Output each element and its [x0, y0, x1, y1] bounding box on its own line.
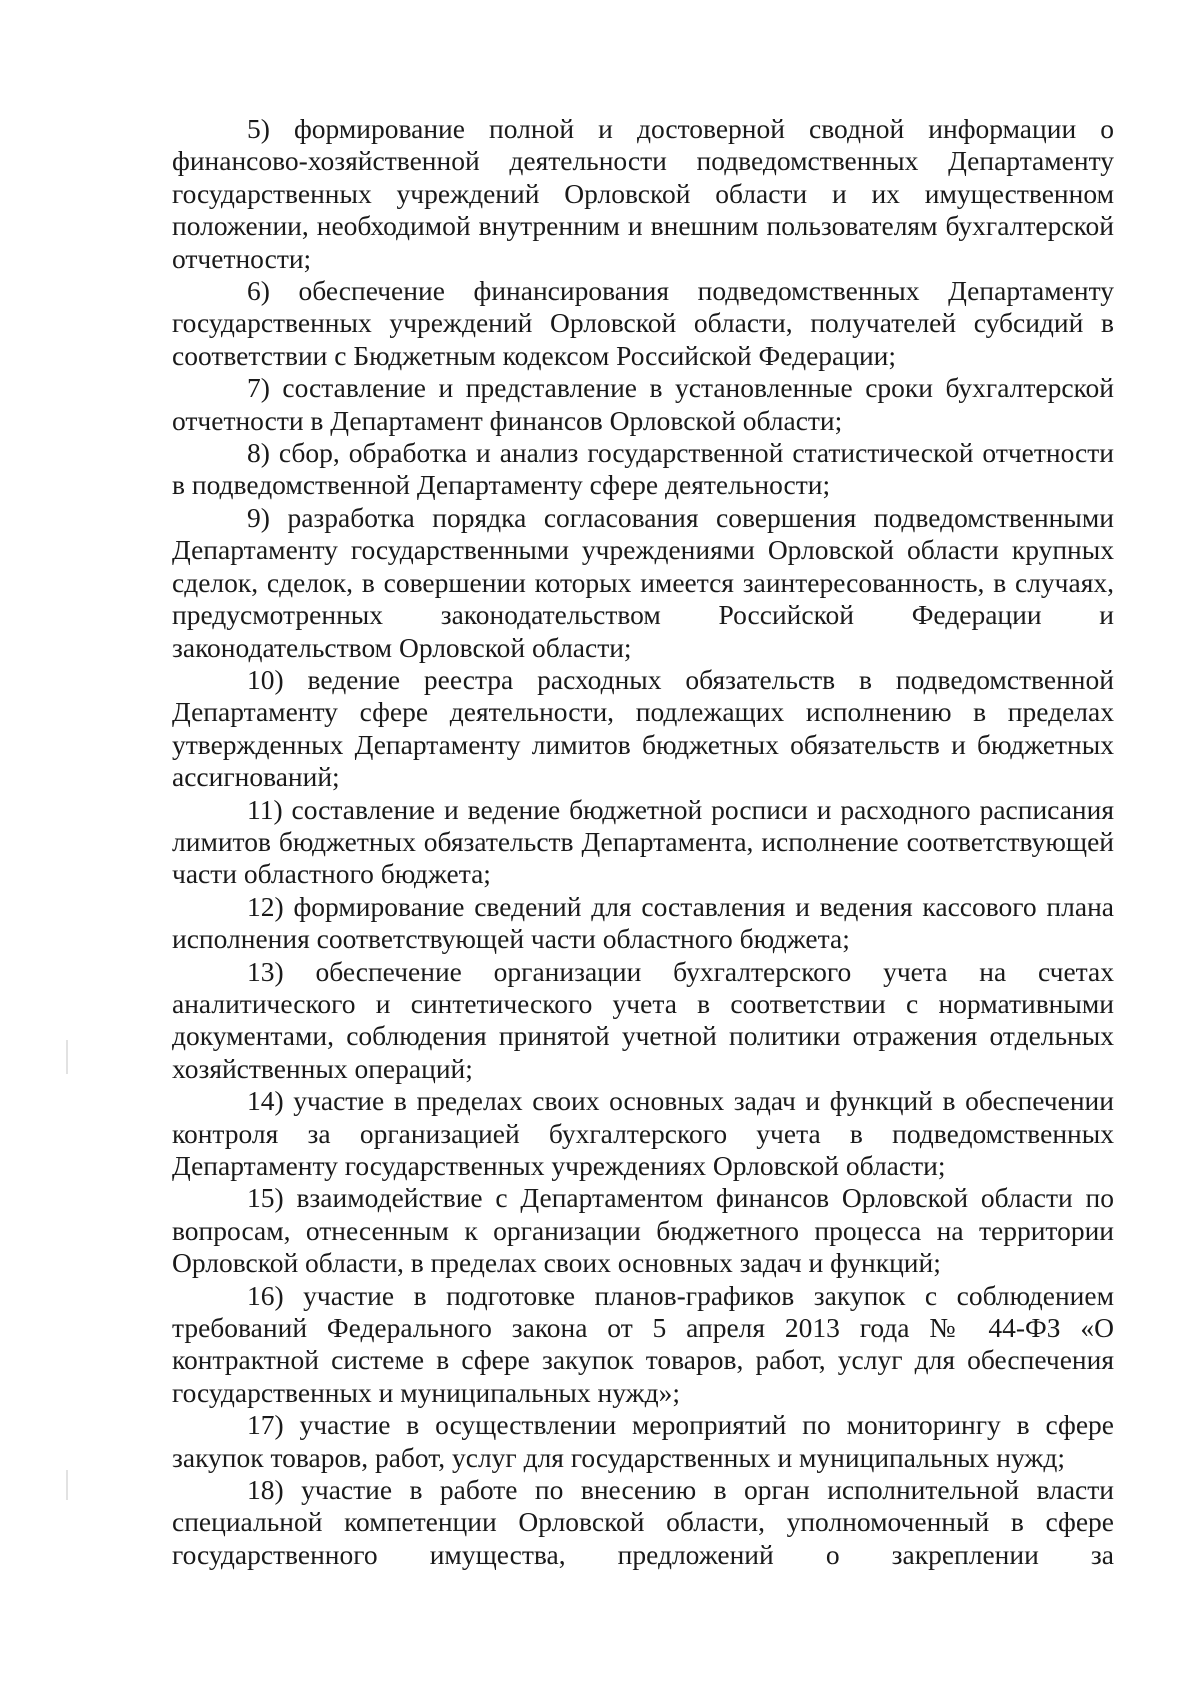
paragraph-item-10: 10) ведение реестра расходных обязательств в подведомственной Департаменту сфере деятельности, подлежащих исполнению в пределах утвержденных Департаменту лимитов бюджетных обязательств и бюджетных ассигнований;	[172, 663, 1114, 793]
paragraph-item-9: 9) разработка порядка согласования совершения подведомственными Департаменту государственными учреждениями Орловской области крупных сделок, сделок, в совершении которых имеется заинтересованность, в случаях, предусмотренных законодательством Российской Федерации и законодательством Орловской области;	[172, 501, 1114, 663]
scan-artifact	[66, 1040, 68, 1074]
paragraph-item-6: 6) обеспечение финансирования подведомственных Департаменту государственных учреждений Орловской области, получателей субсидий в соответствии с Бюджетным кодексом Российской Федерации;	[172, 275, 1114, 371]
paragraph-item-12: 12) формирование сведений для составления и ведения кассового плана исполнения соответствующей части областного бюджета;	[172, 890, 1114, 955]
paragraph-item-16: 16) участие в подготовке планов-графиков закупок с соблюдением требований Федерального закона от 5 апреля 2013 года № 44-ФЗ «О контрактной системе в сфере закупок товаров, работ, услуг для обеспечения государственных и муниципальных нужд»;	[172, 1279, 1114, 1408]
document-body	[172, 113, 1114, 1571]
paragraph-item-13: 13) обеспечение организации бухгалтерского учета на счетах аналитического и синтетического учета в соответствии с нормативными документами, соблюдения принятой учетной политики отражения отдельных хозяйственных операций;	[172, 955, 1114, 1084]
paragraph-item-8: 8) сбор, обработка и анализ государственной статистической отчетности в подведомственной Департаменту сфере деятельности;	[172, 437, 1114, 501]
paragraph-item-17: 17) участие в осуществлении мероприятий по мониторингу в сфере закупок товаров, работ, услуг для государственных и муниципальных нужд;	[172, 1409, 1114, 1473]
paragraph-item-11: 11) составление и ведение бюджетной росписи и расходного расписания лимитов бюджетных обязательств Департамента, исполнение соответствующей части областного бюджета;	[172, 793, 1114, 890]
scan-artifact	[66, 1470, 68, 1500]
paragraph-item-14: 14) участие в пределах своих основных задач и функций в обеспечении контроля за организацией бухгалтерского учета в подведомственных Департаменту государственных учреждениях Орловской области;	[172, 1085, 1114, 1181]
paragraph-item-5: 5) формирование полной и достоверной сводной информации о финансово-хозяйственной деятельности подведомственных Департаменту государственных учреждений Орловской области и их имущественном положении, необходимой внутренним и внешним пользователям бухгалтерской отчетности;	[172, 113, 1114, 274]
paragraph-item-15: 15) взаимодействие с Департаментом финансов Орловской области по вопросам, отнесенным к организации бюджетного процесса на территории Орловской области, в пределах своих основных задач и функций;	[172, 1182, 1114, 1279]
paragraph-item-7: 7) составление и представление в установленные сроки бухгалтерской отчетности в Департамент финансов Орловской области;	[172, 372, 1114, 436]
paragraph-item-18: 18) участие в работе по внесению в орган исполнительной власти специальной компетенции Орловской области, уполномоченный в сфере государственного имущества, предложений о закреплении за	[172, 1474, 1114, 1570]
